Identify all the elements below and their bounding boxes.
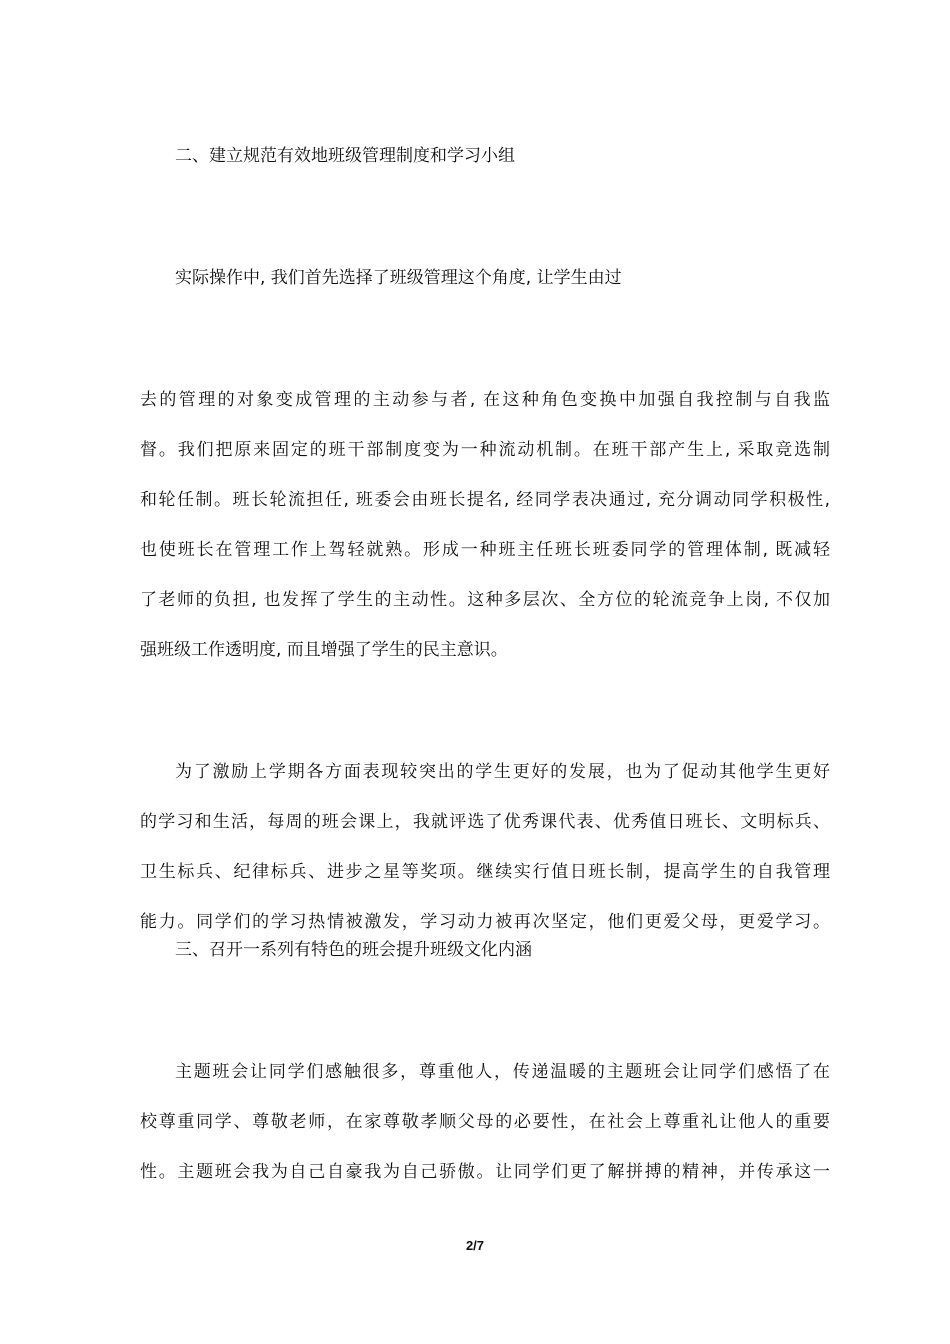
paragraph-2-line-6: 强班级工作透明度, 而且增强了学生的民主意识。 (140, 640, 508, 660)
paragraph-3-line-1: 为了激励上学期各方面表现较突出的学生更好的发展，也为了促动其他学生更好 (175, 762, 830, 782)
paragraph-2-line-5: 了老师的负担, 也发挥了学生的主动性。这种多层次、全方位的轮流竞争上岗, 不仅加 (140, 590, 830, 610)
section-heading-3: 三、召开一系列有特色的班会提升班级文化内涵 (175, 940, 532, 960)
paragraph-2-line-4: 也使班长在管理工作上驾轻就熟。形成一种班主任班长班委同学的管理体制, 既减轻 (140, 540, 830, 560)
paragraph-3-line-4: 能力。同学们的学习热情被激发，学习动力被再次坚定，他们更爱父母，更爱学习。 (140, 912, 830, 932)
paragraph-2-line-2: 督。我们把原来固定的班干部制度变为一种流动机制。在班干部产生上, 采取竞选制 (140, 440, 830, 460)
paragraph-3-line-3: 卫生标兵、纪律标兵、进步之星等奖项。继续实行值日班长制，提高学生的自我管理 (140, 862, 830, 882)
paragraph-3-line-2: 的学习和生活，每周的班会课上，我就评选了优秀课代表、优秀值日班长、文明标兵、 (140, 812, 830, 832)
paragraph-4-line-1: 主题班会让同学们感触很多，尊重他人，传递温暖的主题班会让同学们感悟了在 (175, 1062, 830, 1082)
paragraph-4-line-2: 校尊重同学、尊敬老师，在家尊敬孝顺父母的必要性，在社会上尊重礼让他人的重要 (140, 1112, 830, 1132)
page-number: 2/7 (465, 1238, 485, 1253)
paragraph-4-line-3: 性。主题班会我为自己自豪我为自己骄傲。让同学们更了解拼搏的精神，并传承这一 (140, 1162, 830, 1182)
paragraph-1-line-1: 实际操作中, 我们首先选择了班级管理这个角度, 让学生由过 (175, 268, 622, 288)
section-heading-2: 二、建立规范有效地班级管理制度和学习小组 (175, 146, 515, 166)
paragraph-2-line-3: 和轮任制。班长轮流担任, 班委会由班长提名, 经同学表决通过, 充分调动同学积极性, (140, 490, 830, 510)
paragraph-2-line-1: 去的管理的对象变成管理的主动参与者, 在这种角色变换中加强自我控制与自我监 (140, 390, 830, 410)
